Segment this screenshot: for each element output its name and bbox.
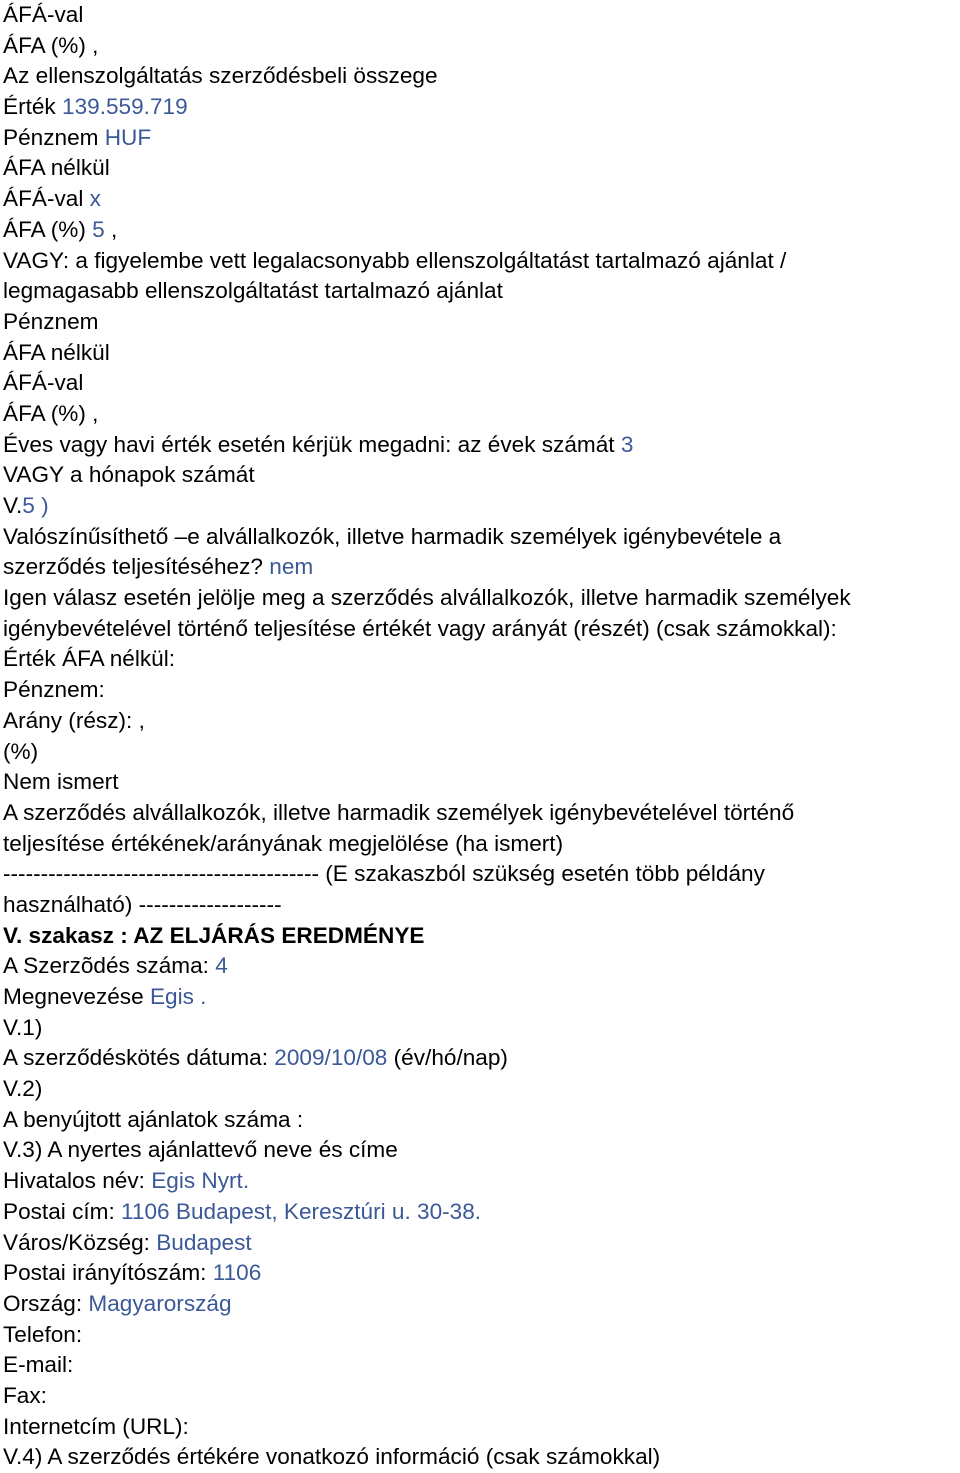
contract-name-line bbox=[3, 982, 960, 1013]
text: ÁFÁ-val bbox=[3, 370, 84, 396]
text: Internetcím (URL): bbox=[3, 1413, 189, 1439]
highest-offer-line bbox=[3, 276, 960, 307]
text: legmagasabb ellenszolgáltatást tartalmazó ajánlat bbox=[3, 278, 503, 304]
contract-number-line bbox=[3, 951, 960, 982]
section-v5-line bbox=[3, 491, 960, 522]
section-number: 5 ) bbox=[22, 493, 49, 518]
value-without-vat-line bbox=[3, 644, 960, 675]
label: Éves vagy havi érték esetén kérjük megadni: az évek számát bbox=[3, 431, 615, 457]
label: A Szerzõdés száma: bbox=[3, 953, 209, 979]
contract-amount-heading bbox=[3, 61, 960, 92]
contract-name: Egis . bbox=[149, 984, 207, 1009]
text: Pénznem bbox=[3, 308, 99, 334]
label: Pénznem bbox=[3, 124, 99, 150]
vat-percent-value-line bbox=[3, 215, 960, 246]
section-number: 3) bbox=[22, 1137, 43, 1163]
currency-line bbox=[3, 123, 960, 154]
label: Város/Község: bbox=[3, 1229, 150, 1255]
label: V. bbox=[3, 1137, 23, 1163]
phone-line bbox=[3, 1320, 960, 1351]
text: A szerződés alvállalkozók, illetve harmadik személyek igénybevételével történő bbox=[3, 799, 795, 825]
section-v1-line bbox=[3, 1013, 960, 1044]
label: Postai cím: bbox=[3, 1198, 115, 1224]
years-value: 3 bbox=[620, 431, 634, 457]
section-v2-line bbox=[3, 1074, 960, 1105]
text: Fax: bbox=[3, 1382, 47, 1408]
separator-line bbox=[3, 859, 960, 890]
yes-answer-instructions-line bbox=[3, 583, 960, 614]
contract-date: 2009/10/08 bbox=[274, 1045, 388, 1071]
subcontractor-answer-line bbox=[3, 552, 960, 583]
section-number: 2) bbox=[22, 1076, 43, 1102]
separator-line-2 bbox=[3, 890, 960, 921]
section-v4-line bbox=[3, 1442, 960, 1473]
text: Igen válasz esetén jelölje meg a szerződés alvállalkozók, illetve harmadik személyek bbox=[3, 585, 851, 611]
postal-code-line bbox=[3, 1258, 960, 1289]
label: V. bbox=[3, 1444, 23, 1470]
text: ÁFA (%) , bbox=[3, 32, 99, 58]
afa-with-vat-line bbox=[3, 0, 960, 31]
text: VAGY: a figyelembe vett legalacsonyabb ellenszolgáltatást tartalmazó ajánlat / bbox=[3, 247, 787, 273]
text: Valószínűsíthető –e alvállalkozók, illetve harmadik személyek igénybevétele a bbox=[3, 523, 782, 549]
without-vat-line bbox=[3, 153, 960, 184]
fax-line bbox=[3, 1381, 960, 1412]
official-name: Egis Nyrt. bbox=[151, 1168, 250, 1194]
section-v-heading bbox=[3, 921, 960, 952]
contract-value: 139.559.719 bbox=[62, 94, 188, 120]
vat-percent-line-2 bbox=[3, 399, 960, 430]
suffix: A szerződés értékére vonatkozó információ (csak számokkal) bbox=[47, 1444, 661, 1470]
label: ÁFA (%) bbox=[3, 216, 86, 242]
suffix: , bbox=[111, 216, 118, 242]
text: ÁFA (%) , bbox=[3, 400, 99, 426]
subcontractor-value-line-2 bbox=[3, 829, 960, 860]
label: A szerződéskötés dátuma: bbox=[3, 1045, 268, 1071]
vat-percent-value: 5 bbox=[92, 216, 105, 242]
label: szerződés teljesítéséhez? bbox=[3, 554, 263, 580]
currency-line-2 bbox=[3, 307, 960, 338]
label: Megnevezése bbox=[3, 984, 144, 1009]
text: VAGY a hónapok számát bbox=[3, 462, 255, 488]
with-vat-line-2 bbox=[3, 368, 960, 399]
text: igénybevételével történő teljesítése értékét vagy arányát (részét) (csak számokkal): bbox=[3, 615, 837, 641]
months-line bbox=[3, 460, 960, 491]
text: Nem ismert bbox=[3, 769, 119, 795]
label: Postai irányítószám: bbox=[3, 1260, 207, 1286]
url-line bbox=[3, 1412, 960, 1443]
postal-code: 1106 bbox=[212, 1260, 262, 1286]
text: Arány (rész): , bbox=[3, 707, 145, 733]
without-vat-line-2 bbox=[3, 338, 960, 369]
subcontractor-question-line bbox=[3, 522, 960, 553]
contract-date-line bbox=[3, 1043, 960, 1074]
city: Budapest bbox=[156, 1229, 252, 1255]
postal-address: 1106 Budapest, Keresztúri u. 30-38. bbox=[121, 1198, 482, 1224]
label: V. bbox=[3, 493, 23, 518]
percent-line bbox=[3, 737, 960, 768]
text: (%) bbox=[3, 738, 39, 764]
section-number: 4) bbox=[22, 1444, 43, 1470]
text: Az ellenszolgáltatás szerződésbeli összege bbox=[3, 63, 438, 89]
text: ------------------------------------------ (E szakaszból szükség esetén több példány bbox=[3, 861, 765, 887]
currency-value: HUF bbox=[104, 124, 152, 150]
subcontractor-value-line bbox=[3, 798, 960, 829]
section-number: 1) bbox=[22, 1014, 43, 1040]
label: V. bbox=[3, 1014, 23, 1040]
contract-number: 4 bbox=[215, 953, 228, 979]
label: Ország: bbox=[3, 1290, 83, 1316]
subcontractor-answer: nem bbox=[269, 554, 314, 580]
or-lowest-offer-line bbox=[3, 246, 960, 277]
text: Pénznem: bbox=[3, 677, 105, 703]
text: teljesítése értékének/arányának megjelölése (ha ismert) bbox=[3, 830, 564, 856]
postal-address-line bbox=[3, 1197, 960, 1228]
ratio-line bbox=[3, 706, 960, 737]
section-v3-line bbox=[3, 1135, 960, 1166]
suffix: A nyertes ajánlattevő neve és címe bbox=[47, 1137, 398, 1163]
vat-percent-line bbox=[3, 31, 960, 62]
not-known-line bbox=[3, 767, 960, 798]
offers-count-line bbox=[3, 1105, 960, 1136]
label: Érték bbox=[3, 94, 56, 120]
official-name-line bbox=[3, 1166, 960, 1197]
country-line bbox=[3, 1289, 960, 1320]
country: Magyarország bbox=[88, 1290, 232, 1316]
text: ÁFA nélkül bbox=[3, 339, 110, 365]
value-line bbox=[3, 92, 960, 123]
with-vat-mark: x bbox=[89, 186, 101, 212]
suffix: (év/hó/nap) bbox=[393, 1045, 508, 1071]
email-line bbox=[3, 1350, 960, 1381]
currency-label-line bbox=[3, 675, 960, 706]
label: Hivatalos név: bbox=[3, 1168, 145, 1194]
text: Telefon: bbox=[3, 1321, 83, 1347]
with-vat-line bbox=[3, 184, 960, 215]
text: Érték ÁFA nélkül: bbox=[3, 646, 176, 672]
text: E-mail: bbox=[3, 1352, 74, 1378]
text: V. szakasz : AZ ELJÁRÁS EREDMÉNYE bbox=[3, 922, 425, 948]
text: A benyújtott ajánlatok száma : bbox=[3, 1106, 304, 1132]
years-line bbox=[3, 430, 960, 461]
city-line bbox=[3, 1228, 960, 1259]
text: használható) ------------------- bbox=[3, 891, 282, 917]
label: ÁFÁ-val bbox=[3, 186, 84, 212]
text: ÁFA nélkül bbox=[3, 155, 110, 181]
yes-answer-instructions-line-2 bbox=[3, 614, 960, 645]
label: V. bbox=[3, 1076, 23, 1102]
text: ÁFÁ-val bbox=[3, 2, 84, 27]
